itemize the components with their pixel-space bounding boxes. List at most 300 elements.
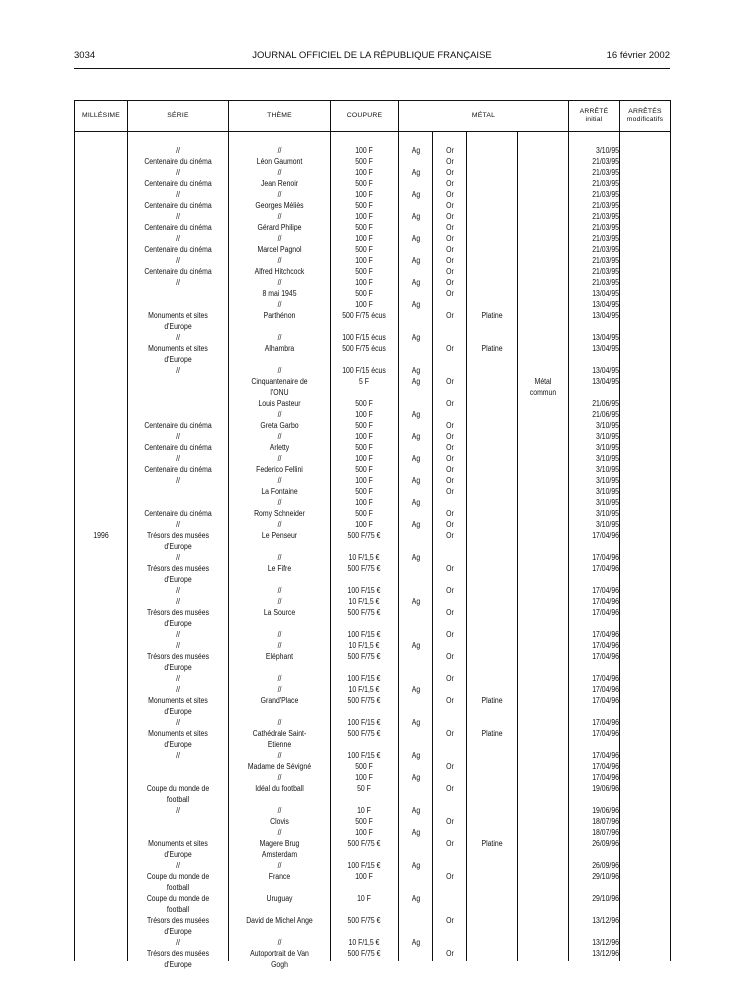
arrete-initial-cell: 13/04/95	[592, 311, 619, 320]
theme-cell: Louis Pasteur	[258, 399, 301, 408]
metal-or-cell: Or	[446, 949, 454, 958]
arrete-initial-cell: 13/12/96	[592, 938, 619, 947]
coupure-cell: 100 F	[355, 476, 373, 485]
serie-cell: //	[176, 520, 180, 529]
metal-or-cell: Or	[446, 256, 454, 265]
arrete-initial-cell: 21/03/95	[592, 223, 619, 232]
metal-or-cell: Or	[446, 916, 454, 925]
publication-date: 16 février 2002	[606, 50, 670, 61]
coupure-cell: 500 F	[355, 421, 373, 430]
serie-cell: //	[176, 256, 180, 265]
theme-cell: Georges Méliès	[255, 201, 304, 210]
theme-cell: //	[277, 234, 282, 243]
metal-ag-cell: Ag	[411, 366, 421, 375]
metal-or-cell: Or	[446, 729, 454, 738]
arrete-initial-cell: 13/04/95	[592, 300, 619, 309]
metal-or-cell: Or	[446, 586, 454, 595]
metal-or-cell: Or	[446, 212, 454, 221]
metal-ag-cell: Ag	[411, 146, 421, 155]
coupure-cell: 10 F/1,5 €	[348, 597, 380, 606]
theme-cell: Federico Fellini	[256, 465, 303, 474]
arrete-initial-cell: 17/04/96	[592, 608, 619, 617]
coupure-cell: 500 F	[355, 399, 373, 408]
metal-or-cell: Or	[446, 344, 454, 353]
coupure-cell: 100 F/15 €	[347, 718, 381, 727]
table-row	[75, 398, 670, 409]
metal-or-cell: Or	[446, 630, 454, 639]
coupure-cell: 100 F	[355, 454, 373, 463]
metal-ag-cell: Ag	[411, 828, 421, 837]
serie-cell: Trésors des musées d'Europe	[146, 652, 210, 672]
coupure-cell: 100 F	[355, 212, 373, 221]
table-row	[75, 497, 670, 508]
theme-cell: Le Fifre	[267, 564, 292, 573]
serie-cell: //	[176, 685, 180, 694]
arrete-initial-cell: 21/06/95	[592, 410, 619, 419]
serie-cell: Trésors des musées d'Europe	[146, 949, 210, 969]
arrete-initial-cell: 17/04/96	[592, 751, 619, 760]
theme-cell: Gérard Philipe	[257, 223, 302, 232]
coupure-cell: 100 F/15 €	[347, 586, 381, 595]
table-row	[75, 695, 670, 717]
metal-platine-cell: Platine	[481, 311, 503, 320]
metal-or-cell: Or	[446, 245, 454, 254]
coupure-cell: 100 F	[355, 432, 373, 441]
table-row	[75, 189, 670, 200]
table-row	[75, 640, 670, 651]
coupure-cell: 500 F/75 €	[347, 839, 381, 848]
metal-or-cell: Or	[446, 608, 454, 617]
theme-cell: //	[277, 718, 282, 727]
coupure-cell: 500 F/75 écus	[342, 311, 386, 320]
metal-platine-cell: Platine	[481, 839, 503, 848]
coupure-cell: 500 F/75 €	[347, 531, 381, 540]
coupure-cell: 500 F	[355, 245, 373, 254]
arrete-initial-cell: 3/10/95	[596, 509, 619, 518]
serie-cell: Monuments et sites d'Europe	[148, 839, 208, 859]
metal-ag-cell: Ag	[411, 377, 421, 386]
table-row	[75, 431, 670, 442]
arrete-initial-cell: 13/12/96	[592, 949, 619, 958]
table-row	[75, 244, 670, 255]
table-row	[75, 772, 670, 783]
serie-cell: //	[176, 476, 180, 485]
theme-cell: Arletty	[269, 443, 290, 452]
table-row	[75, 673, 670, 684]
col-header-arrete-initial: ARRÊTÉ initial	[569, 101, 619, 131]
serie-cell: Centenaire du cinéma	[144, 421, 212, 430]
metal-ag-cell: Ag	[411, 641, 421, 650]
arrete-initial-cell: 21/03/95	[592, 179, 619, 188]
metal-ag-cell: Ag	[411, 718, 421, 727]
metal-ag-cell: Ag	[411, 806, 421, 815]
arrete-initial-cell: 21/06/95	[592, 399, 619, 408]
coupure-cell: 100 F	[355, 300, 373, 309]
table-row	[75, 200, 670, 211]
coupure-cell: 100 F	[355, 410, 373, 419]
header-row-rule	[75, 131, 670, 132]
arrete-initial-cell: 3/10/95	[596, 476, 619, 485]
theme-cell: Madame de Sévigné	[247, 762, 312, 771]
arrete-initial-cell: 17/04/96	[592, 652, 619, 661]
table-row	[75, 948, 670, 970]
table-row	[75, 145, 670, 156]
serie-cell: //	[176, 674, 180, 683]
serie-cell: Coupe du monde de football	[146, 784, 210, 804]
arrete-initial-cell: 13/12/96	[592, 916, 619, 925]
coupure-cell: 500 F	[355, 817, 373, 826]
coupure-cell: 500 F/75 €	[347, 652, 381, 661]
serie-cell: //	[176, 597, 180, 606]
arrete-initial-cell: 13/04/95	[592, 344, 619, 353]
theme-cell: //	[277, 212, 282, 221]
coupure-cell: 500 F/75 €	[347, 696, 381, 705]
coupure-cell: 500 F	[355, 509, 373, 518]
serie-cell: Centenaire du cinéma	[144, 509, 212, 518]
theme-cell: La Source	[263, 608, 296, 617]
metal-ag-cell: Ag	[411, 454, 421, 463]
metal-or-cell: Or	[446, 762, 454, 771]
theme-cell: //	[277, 476, 282, 485]
metal-or-cell: Or	[446, 146, 454, 155]
serie-cell: //	[176, 553, 180, 562]
serie-cell: Centenaire du cinéma	[144, 443, 212, 452]
theme-cell: Alfred Hitchcock	[254, 267, 305, 276]
coupure-cell: 5 F	[359, 377, 369, 386]
arrete-initial-cell: 21/03/95	[592, 212, 619, 221]
coupure-cell: 100 F/15 écus	[342, 333, 386, 342]
metal-ag-cell: Ag	[411, 190, 421, 199]
metal-ag-cell: Ag	[411, 685, 421, 694]
metal-or-cell: Or	[446, 487, 454, 496]
serie-cell: Centenaire du cinéma	[144, 465, 212, 474]
coupure-cell: 500 F	[355, 762, 373, 771]
theme-cell: //	[277, 300, 282, 309]
table-row	[75, 442, 670, 453]
theme-cell: //	[277, 641, 282, 650]
coupure-cell: 100 F	[355, 146, 373, 155]
table-row	[75, 167, 670, 178]
coupure-cell: 100 F	[355, 773, 373, 782]
metal-or-cell: Or	[446, 839, 454, 848]
arrete-initial-cell: 21/03/95	[592, 157, 619, 166]
metal-ag-cell: Ag	[411, 498, 421, 507]
coupure-cell: 10 F/1,5 €	[348, 685, 380, 694]
serie-cell: //	[176, 641, 180, 650]
page-header	[74, 50, 670, 64]
theme-cell: //	[277, 938, 282, 947]
serie-cell: Trésors des musées d'Europe	[146, 564, 210, 584]
table-row	[75, 486, 670, 497]
arrete-initial-cell: 17/04/96	[592, 641, 619, 650]
serie-cell: //	[176, 146, 180, 155]
serie-cell: //	[176, 751, 180, 760]
theme-cell: Magere Brug Amsterdam	[259, 839, 300, 859]
table-row	[75, 288, 670, 299]
arrete-initial-cell: 21/03/95	[592, 234, 619, 243]
theme-cell: 8 mai 1945	[262, 289, 297, 298]
arrete-initial-cell: 21/03/95	[592, 278, 619, 287]
metal-or-cell: Or	[446, 872, 454, 881]
table-row	[75, 365, 670, 376]
theme-cell: //	[277, 278, 282, 287]
theme-cell: //	[277, 861, 282, 870]
coupure-cell: 100 F	[355, 234, 373, 243]
theme-cell: France	[268, 872, 291, 881]
metal-ag-cell: Ag	[411, 256, 421, 265]
table-row	[75, 761, 670, 772]
serie-cell: //	[176, 234, 180, 243]
metal-ag-cell: Ag	[411, 520, 421, 529]
metal-or-cell: Or	[446, 421, 454, 430]
metal-or-cell: Or	[446, 311, 454, 320]
arrete-initial-cell: 21/03/95	[592, 267, 619, 276]
table-row	[75, 728, 670, 750]
arrete-initial-cell: 3/10/95	[596, 432, 619, 441]
serie-cell: //	[176, 212, 180, 221]
coupure-cell: 500 F	[355, 465, 373, 474]
theme-cell: //	[277, 685, 282, 694]
table-row	[75, 750, 670, 761]
metal-or-cell: Or	[446, 443, 454, 452]
table-row	[75, 838, 670, 860]
table-row	[75, 420, 670, 431]
coupure-cell: 100 F	[355, 872, 373, 881]
table-row	[75, 178, 670, 189]
theme-cell: //	[277, 168, 282, 177]
metal-platine-cell: Platine	[481, 729, 503, 738]
metal-or-cell: Or	[446, 817, 454, 826]
serie-cell: //	[176, 454, 180, 463]
metal-or-cell: Or	[446, 784, 454, 793]
metal-or-cell: Or	[446, 520, 454, 529]
serie-cell: Coupe du monde de football	[146, 894, 210, 914]
theme-cell: Idéal du football	[255, 784, 304, 793]
arrete-initial-cell: 3/10/95	[596, 465, 619, 474]
table-row	[75, 475, 670, 486]
arrete-initial-cell: 17/04/96	[592, 718, 619, 727]
theme-cell: //	[277, 597, 282, 606]
coupure-cell: 500 F	[355, 179, 373, 188]
table-row	[75, 563, 670, 585]
coupure-cell: 10 F	[357, 806, 371, 815]
theme-cell: //	[277, 410, 282, 419]
metal-ag-cell: Ag	[411, 894, 421, 903]
table-row	[75, 684, 670, 695]
table-row	[75, 299, 670, 310]
theme-cell: Marcel Pagnol	[257, 245, 302, 254]
arrete-initial-cell: 21/03/95	[592, 168, 619, 177]
serie-cell: Centenaire du cinéma	[144, 157, 212, 166]
table-row	[75, 596, 670, 607]
metal-ag-cell: Ag	[411, 773, 421, 782]
col-header-coupure: COUPURE	[346, 112, 383, 119]
table-row	[75, 409, 670, 420]
arrete-initial-cell: 21/03/95	[592, 245, 619, 254]
arrete-initial-cell: 19/06/96	[592, 784, 619, 793]
metal-ag-cell: Ag	[411, 432, 421, 441]
table-row	[75, 552, 670, 563]
metal-ag-cell: Ag	[411, 278, 421, 287]
theme-cell: Eléphant	[265, 652, 294, 661]
theme-cell: Léon Gaumont	[256, 157, 303, 166]
coupure-cell: 500 F	[355, 267, 373, 276]
serie-cell: //	[176, 938, 180, 947]
theme-cell: //	[277, 586, 282, 595]
arrete-initial-cell: 21/03/95	[592, 256, 619, 265]
metal-or-cell: Or	[446, 432, 454, 441]
theme-cell: David de Michel Ange	[246, 916, 313, 925]
coupure-cell: 100 F	[355, 190, 373, 199]
theme-cell: Cathédrale Saint- Etienne	[252, 729, 307, 749]
arrete-initial-cell: 17/04/96	[592, 564, 619, 573]
arrete-initial-cell: 3/10/95	[596, 520, 619, 529]
col-header-millesime: MILLÉSIME	[81, 112, 121, 119]
table-row	[75, 915, 670, 937]
coupure-cell: 500 F/75 écus	[342, 344, 386, 353]
coupure-cell: 100 F	[355, 168, 373, 177]
arrete-initial-cell: 17/04/96	[592, 696, 619, 705]
millesime-cell: 1996	[93, 531, 109, 540]
serie-cell: Centenaire du cinéma	[144, 201, 212, 210]
arrete-initial-cell: 21/03/95	[592, 190, 619, 199]
theme-cell: //	[277, 190, 282, 199]
theme-cell: Autoportrait de Van Gogh	[250, 949, 309, 969]
metal-ag-cell: Ag	[411, 751, 421, 760]
theme-cell: Le Penseur	[261, 531, 298, 540]
theme-cell: //	[277, 454, 282, 463]
serie-cell: Centenaire du cinéma	[144, 245, 212, 254]
coupure-cell: 500 F	[355, 223, 373, 232]
metal-or-cell: Or	[446, 476, 454, 485]
coupure-cell: 100 F	[355, 256, 373, 265]
arrete-initial-cell: 17/04/96	[592, 685, 619, 694]
arrete-initial-cell: 17/04/96	[592, 597, 619, 606]
metal-platine-cell: Platine	[481, 344, 503, 353]
metal-ag-cell: Ag	[411, 212, 421, 221]
metal-ag-cell: Ag	[411, 861, 421, 870]
metal-ag-cell: Ag	[411, 553, 421, 562]
serie-cell: //	[176, 278, 180, 287]
page-number: 3034	[74, 50, 96, 61]
metal-or-cell: Or	[446, 201, 454, 210]
coupure-cell: 100 F/15 €	[347, 630, 381, 639]
arrete-initial-cell: 17/04/96	[592, 762, 619, 771]
serie-cell: //	[176, 630, 180, 639]
metal-or-cell: Or	[446, 223, 454, 232]
serie-cell: Trésors des musées d'Europe	[146, 916, 210, 936]
arrete-initial-cell: 21/03/95	[592, 201, 619, 210]
serie-cell: //	[176, 432, 180, 441]
arrete-initial-cell: 19/06/96	[592, 806, 619, 815]
metal-or-cell: Or	[446, 531, 454, 540]
metal-ag-cell: Ag	[411, 300, 421, 309]
metal-or-cell: Or	[446, 465, 454, 474]
metal-or-cell: Or	[446, 564, 454, 573]
coupure-cell: 500 F	[355, 289, 373, 298]
metal-or-cell: Or	[446, 399, 454, 408]
arrete-initial-cell: 17/04/96	[592, 586, 619, 595]
serie-cell: //	[176, 366, 180, 375]
table-row	[75, 156, 670, 167]
theme-cell: //	[277, 146, 282, 155]
col-header-serie: SÉRIE	[167, 112, 189, 119]
metal-ag-cell: Ag	[411, 410, 421, 419]
theme-cell: Grand'Place	[260, 696, 299, 705]
serie-cell: Monuments et sites d'Europe	[148, 729, 208, 749]
coupure-cell: 100 F/15 €	[347, 861, 381, 870]
theme-cell: //	[277, 520, 282, 529]
table-row	[75, 266, 670, 277]
coupure-cell: 500 F	[355, 487, 373, 496]
theme-cell: Clovis	[270, 817, 289, 826]
coupure-cell: 500 F	[355, 157, 373, 166]
serie-cell: Monuments et sites d'Europe	[148, 696, 208, 716]
table-row	[75, 464, 670, 475]
metal-or-cell: Or	[446, 168, 454, 177]
arrete-initial-cell: 17/04/96	[592, 630, 619, 639]
arrete-initial-cell: 13/04/95	[592, 366, 619, 375]
serie-cell: //	[176, 333, 180, 342]
metal-or-cell: Or	[446, 289, 454, 298]
arrete-initial-cell: 13/04/95	[592, 333, 619, 342]
theme-cell: Greta Garbo	[260, 421, 299, 430]
arrete-initial-cell: 17/04/96	[592, 729, 619, 738]
coupure-cell: 100 F/15 €	[347, 751, 381, 760]
table-row	[75, 783, 670, 805]
coupure-cell: 10 F	[357, 894, 371, 903]
arrete-initial-cell: 17/04/96	[592, 773, 619, 782]
coupure-cell: 10 F/1,5 €	[348, 553, 380, 562]
serie-cell: //	[176, 861, 180, 870]
metal-or-cell: Or	[446, 267, 454, 276]
table-row	[75, 937, 670, 948]
arrete-initial-cell: 26/09/96	[592, 839, 619, 848]
col-header-theme: THÈME	[267, 112, 292, 119]
table-row	[75, 530, 670, 552]
metal-ag-cell: Ag	[411, 938, 421, 947]
theme-cell: //	[277, 366, 282, 375]
coupure-cell: 500 F	[355, 443, 373, 452]
arrete-initial-cell: 13/04/95	[592, 289, 619, 298]
theme-cell: //	[277, 806, 282, 815]
serie-cell: Trésors des musées d'Europe	[146, 531, 210, 551]
metal-or-cell: Or	[446, 509, 454, 518]
coupure-cell: 10 F/1,5 €	[348, 641, 380, 650]
table-row	[75, 255, 670, 266]
theme-cell: //	[277, 674, 282, 683]
table-row	[75, 211, 670, 222]
theme-cell: //	[277, 630, 282, 639]
table-row	[75, 508, 670, 519]
col-header-arretes-modificatifs: ARRÊTÉS modificatifs	[626, 108, 664, 123]
arrete-initial-cell: 13/04/95	[592, 377, 619, 386]
arrete-initial-cell: 3/10/95	[596, 146, 619, 155]
table-row	[75, 222, 670, 233]
table-row	[75, 860, 670, 871]
table-row	[75, 376, 670, 398]
coupure-cell: 10 F/1,5 €	[348, 938, 380, 947]
metal-ag-cell: Ag	[411, 476, 421, 485]
coupure-cell: 500 F/75 €	[347, 916, 381, 925]
arrete-initial-cell: 3/10/95	[596, 487, 619, 496]
theme-cell: La Fontaine	[261, 487, 298, 496]
serie-cell: //	[176, 718, 180, 727]
metal-or-cell: Or	[446, 696, 454, 705]
coupure-cell: 100 F	[355, 520, 373, 529]
coupure-cell: 100 F	[355, 278, 373, 287]
metal-or-cell: Or	[446, 234, 454, 243]
